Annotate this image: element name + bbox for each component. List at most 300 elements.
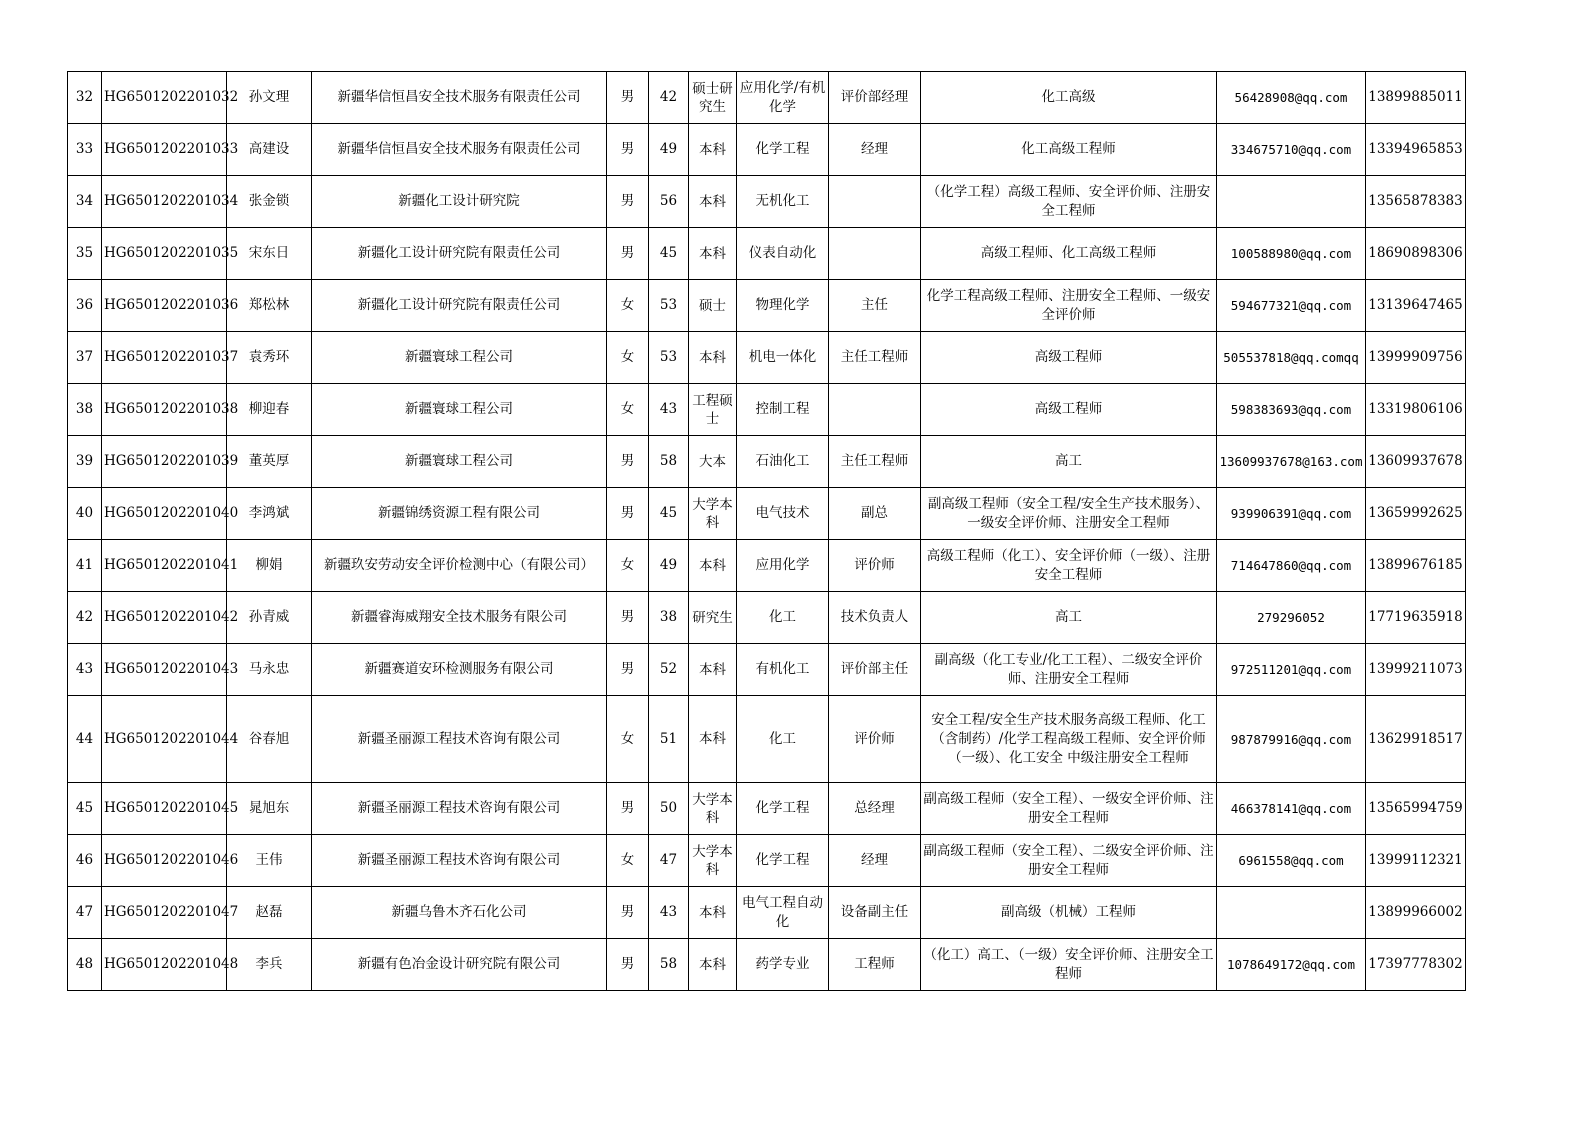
education-cell-text: 本科 xyxy=(699,557,726,574)
company-cell xyxy=(312,488,607,540)
education-cell xyxy=(689,332,737,384)
table-row xyxy=(68,72,1466,124)
phone-cell xyxy=(1366,783,1466,835)
education-cell xyxy=(689,72,737,124)
gender-cell-text: 男 xyxy=(620,141,635,157)
email-cell-text: 466378141@qq.com xyxy=(1230,801,1352,816)
position-cell xyxy=(829,384,921,436)
email-cell-text: 714647860@qq.com xyxy=(1230,558,1352,573)
id-cell xyxy=(102,176,239,228)
company-cell xyxy=(312,592,607,644)
company-cell-text: 新疆化工设计研究院有限责任公司 xyxy=(357,297,561,313)
phone-cell xyxy=(1366,332,1466,384)
name-cell-text: 张金锁 xyxy=(248,193,290,209)
table-row xyxy=(68,436,1466,488)
major-cell xyxy=(737,783,829,835)
phone-cell xyxy=(1366,280,1466,332)
table-row xyxy=(68,228,1466,280)
qualification-cell xyxy=(921,72,1217,124)
name-cell-text: 王伟 xyxy=(255,852,283,868)
company-cell-text: 新疆化工设计研究院有限责任公司 xyxy=(357,245,561,261)
gender-cell-text: 男 xyxy=(620,904,635,920)
major-cell-text: 机电一体化 xyxy=(748,349,817,365)
phone-cell xyxy=(1366,72,1466,124)
phone-cell xyxy=(1366,540,1466,592)
age-cell-text: 53 xyxy=(659,349,678,365)
row-number-cell xyxy=(68,887,102,939)
company-cell-text: 新疆华信恒昌安全技术服务有限责任公司 xyxy=(337,141,581,157)
qualification-cell-text: 副高级工程师（安全工程/安全生产技术服务）、一级安全评价师、注册安全工程师 xyxy=(927,495,1210,531)
name-cell xyxy=(227,332,312,384)
table-row xyxy=(68,176,1466,228)
major-cell xyxy=(737,124,829,176)
position-cell-text: 评价部经理 xyxy=(840,89,909,105)
position-cell xyxy=(829,332,921,384)
position-cell-text: 设备副主任 xyxy=(840,904,909,920)
qualification-cell xyxy=(921,228,1217,280)
gender-cell-text: 男 xyxy=(620,661,635,677)
gender-cell xyxy=(607,939,649,991)
age-cell-text: 56 xyxy=(659,193,678,209)
name-cell xyxy=(227,644,312,696)
phone-cell xyxy=(1366,228,1466,280)
id-cell-text: HG6501202201048 xyxy=(104,956,239,972)
position-cell xyxy=(829,696,921,783)
name-cell-text: 郑松林 xyxy=(248,297,290,313)
position-cell-text: 评价师 xyxy=(854,730,895,747)
id-cell xyxy=(102,124,239,176)
phone-cell-text: 13629918517 xyxy=(1368,730,1463,747)
name-cell-text: 宋东日 xyxy=(248,245,290,261)
age-cell xyxy=(649,644,689,696)
major-cell-text: 化学工程 xyxy=(755,141,810,157)
company-cell-text: 新疆华信恒昌安全技术服务有限责任公司 xyxy=(337,89,581,105)
phone-cell-text: 13999211073 xyxy=(1368,661,1463,677)
table-row xyxy=(68,783,1466,835)
age-cell-text: 43 xyxy=(659,904,678,920)
company-cell-text: 新疆睿海威翔安全技术服务有限公司 xyxy=(351,609,567,625)
row-number-cell-text: 35 xyxy=(75,245,94,261)
qualification-cell-text: 副高级（机械）工程师 xyxy=(1001,904,1136,920)
phone-cell xyxy=(1366,696,1466,783)
table-row xyxy=(68,332,1466,384)
gender-cell xyxy=(607,592,649,644)
id-cell-text: HG6501202201036 xyxy=(104,297,239,313)
education-cell xyxy=(689,835,737,887)
education-cell xyxy=(689,696,737,783)
table-row xyxy=(68,540,1466,592)
email-cell xyxy=(1217,939,1366,991)
education-cell xyxy=(689,783,737,835)
company-cell xyxy=(312,887,607,939)
age-cell xyxy=(649,887,689,939)
age-cell xyxy=(649,280,689,332)
position-cell xyxy=(829,228,921,280)
id-cell xyxy=(102,835,239,887)
gender-cell xyxy=(607,124,649,176)
gender-cell-text: 女 xyxy=(620,730,635,747)
age-cell-text: 42 xyxy=(659,89,678,105)
age-cell-text: 58 xyxy=(659,453,678,469)
position-cell xyxy=(829,540,921,592)
row-number-cell-text: 34 xyxy=(75,193,94,209)
phone-cell-text: 17397778302 xyxy=(1368,956,1463,972)
major-cell-text: 无机化工 xyxy=(755,193,810,209)
qualification-cell-text: （化工）高工、（一级）安全评价师、注册安全工程师 xyxy=(923,946,1214,982)
age-cell-text: 38 xyxy=(659,609,678,625)
major-cell xyxy=(737,228,829,280)
id-cell-text: HG6501202201035 xyxy=(104,245,239,261)
id-cell xyxy=(102,887,239,939)
qualification-cell xyxy=(921,939,1217,991)
company-cell xyxy=(312,124,607,176)
qualification-cell xyxy=(921,835,1217,887)
position-cell xyxy=(829,488,921,540)
company-cell xyxy=(312,835,607,887)
position-cell-text: 技术负责人 xyxy=(840,609,909,625)
company-cell xyxy=(312,644,607,696)
qualification-cell xyxy=(921,280,1217,332)
gender-cell xyxy=(607,488,649,540)
name-cell xyxy=(227,436,312,488)
gender-cell xyxy=(607,228,649,280)
company-cell-text: 新疆有色冶金设计研究院有限公司 xyxy=(357,956,561,972)
email-cell-text: 939906391@qq.com xyxy=(1230,506,1352,521)
education-cell xyxy=(689,384,737,436)
table-row xyxy=(68,280,1466,332)
name-cell-text: 袁秀环 xyxy=(248,349,290,365)
email-cell xyxy=(1217,436,1366,488)
gender-cell xyxy=(607,783,649,835)
row-number-cell xyxy=(68,540,102,592)
position-cell xyxy=(829,783,921,835)
gender-cell-text: 男 xyxy=(620,609,635,625)
qualification-cell-text: 安全工程/安全生产技术服务高级工程师、化工（含制药）/化学工程高级工程师、安全评价师（一级）、化工安全 中级注册安全工程师 xyxy=(931,711,1206,766)
position-cell-text: 主任工程师 xyxy=(840,349,909,365)
name-cell xyxy=(227,887,312,939)
table-row xyxy=(68,124,1466,176)
phone-cell-text: 13319806106 xyxy=(1368,401,1463,417)
position-cell-text: 评价师 xyxy=(854,557,895,573)
major-cell-text: 控制工程 xyxy=(755,401,810,417)
id-cell xyxy=(102,592,239,644)
education-cell-text: 大本 xyxy=(699,453,726,470)
phone-cell-text: 13565878383 xyxy=(1368,193,1463,209)
name-cell-text: 董英厚 xyxy=(248,453,290,469)
row-number-cell xyxy=(68,644,102,696)
id-cell-text: HG6501202201043 xyxy=(104,661,239,677)
table-row xyxy=(68,835,1466,887)
company-cell-text: 新疆圣丽源工程技术咨询有限公司 xyxy=(357,852,561,868)
qualification-cell xyxy=(921,332,1217,384)
phone-cell xyxy=(1366,384,1466,436)
phone-cell-text: 13899885011 xyxy=(1368,89,1463,105)
company-cell xyxy=(312,384,607,436)
age-cell xyxy=(649,176,689,228)
gender-cell xyxy=(607,280,649,332)
gender-cell-text: 女 xyxy=(620,557,635,573)
id-cell xyxy=(102,72,239,124)
id-cell-text: HG6501202201042 xyxy=(104,609,239,625)
age-cell xyxy=(649,72,689,124)
company-cell-text: 新疆寰球工程公司 xyxy=(405,453,513,469)
qualification-cell-text: 化学工程高级工程师、注册安全工程师、一级安全评价师 xyxy=(926,287,1211,323)
id-cell xyxy=(102,644,239,696)
company-cell xyxy=(312,436,607,488)
email-cell-text: 987879916@qq.com xyxy=(1230,731,1352,747)
education-cell-text: 工程硕士 xyxy=(692,392,733,427)
email-cell xyxy=(1217,592,1366,644)
id-cell-text: HG6501202201041 xyxy=(104,557,239,573)
name-cell-text: 晁旭东 xyxy=(248,800,290,816)
email-cell-text: 972511201@qq.com xyxy=(1230,662,1352,677)
age-cell-text: 50 xyxy=(659,800,678,816)
row-number-cell-text: 43 xyxy=(75,661,94,677)
qualification-cell xyxy=(921,592,1217,644)
education-cell-text: 大学本科 xyxy=(692,843,733,878)
position-cell-text: 经理 xyxy=(861,852,888,868)
name-cell xyxy=(227,783,312,835)
major-cell xyxy=(737,887,829,939)
major-cell-text: 化学工程 xyxy=(755,852,810,868)
id-cell-text: HG6501202201047 xyxy=(104,904,239,920)
education-cell xyxy=(689,124,737,176)
age-cell-text: 58 xyxy=(659,956,678,972)
major-cell-text: 化工 xyxy=(769,609,796,625)
qualification-cell-text: 高级工程师、化工高级工程师 xyxy=(980,245,1157,261)
phone-cell xyxy=(1366,939,1466,991)
phone-cell xyxy=(1366,835,1466,887)
email-cell xyxy=(1217,540,1366,592)
email-cell xyxy=(1217,228,1366,280)
age-cell xyxy=(649,592,689,644)
name-cell xyxy=(227,176,312,228)
education-cell-text: 本科 xyxy=(699,245,726,262)
major-cell xyxy=(737,835,829,887)
name-cell-text: 李兵 xyxy=(255,956,283,972)
qualification-cell-text: 化工高级 xyxy=(1041,89,1096,105)
name-cell xyxy=(227,939,312,991)
age-cell xyxy=(649,488,689,540)
id-cell xyxy=(102,228,239,280)
major-cell-text: 电气技术 xyxy=(755,505,810,521)
phone-cell xyxy=(1366,644,1466,696)
phone-cell-text: 18690898306 xyxy=(1368,245,1463,261)
education-cell-text: 本科 xyxy=(699,904,726,921)
position-cell xyxy=(829,436,921,488)
row-number-cell xyxy=(68,696,102,783)
major-cell xyxy=(737,592,829,644)
company-cell-text: 新疆寰球工程公司 xyxy=(405,401,513,417)
position-cell xyxy=(829,72,921,124)
email-cell xyxy=(1217,696,1366,783)
row-number-cell-text: 46 xyxy=(75,852,94,868)
position-cell xyxy=(829,592,921,644)
education-cell xyxy=(689,644,737,696)
gender-cell-text: 男 xyxy=(620,453,635,469)
table-row xyxy=(68,939,1466,991)
name-cell xyxy=(227,488,312,540)
education-cell xyxy=(689,939,737,991)
education-cell-text: 硕士 xyxy=(699,297,726,314)
row-number-cell-text: 40 xyxy=(75,505,94,521)
email-cell xyxy=(1217,887,1366,939)
age-cell-text: 45 xyxy=(659,245,678,261)
qualification-cell xyxy=(921,384,1217,436)
id-cell xyxy=(102,384,239,436)
table-row xyxy=(68,384,1466,436)
age-cell-text: 49 xyxy=(659,557,678,573)
age-cell-text: 51 xyxy=(659,730,678,747)
id-cell xyxy=(102,280,239,332)
row-number-cell xyxy=(68,124,102,176)
row-number-cell xyxy=(68,488,102,540)
age-cell-text: 49 xyxy=(659,141,678,157)
major-cell-text: 电气工程自动化 xyxy=(742,894,823,930)
name-cell-text: 李鸿斌 xyxy=(248,505,290,521)
position-cell xyxy=(829,835,921,887)
qualification-cell-text: 高级工程师 xyxy=(1034,349,1103,365)
gender-cell-text: 男 xyxy=(620,245,635,261)
position-cell-text: 总经理 xyxy=(854,800,895,816)
company-cell-text: 新疆圣丽源工程技术咨询有限公司 xyxy=(357,800,561,816)
gender-cell-text: 女 xyxy=(620,297,635,313)
qualification-cell xyxy=(921,887,1217,939)
row-number-cell xyxy=(68,176,102,228)
major-cell-text: 化工 xyxy=(769,730,796,747)
major-cell-text: 物理化学 xyxy=(755,297,810,313)
major-cell xyxy=(737,488,829,540)
qualification-cell xyxy=(921,436,1217,488)
age-cell xyxy=(649,696,689,783)
qualification-cell-text: 高工 xyxy=(1055,453,1082,469)
gender-cell xyxy=(607,176,649,228)
qualification-cell-text: 高级工程师（化工）、安全评价师（一级）、注册安全工程师 xyxy=(926,547,1211,583)
company-cell xyxy=(312,540,607,592)
phone-cell-text: 13565994759 xyxy=(1368,800,1463,816)
age-cell xyxy=(649,939,689,991)
gender-cell-text: 男 xyxy=(620,89,635,105)
id-cell-text: HG6501202201039 xyxy=(104,453,239,469)
major-cell-text: 应用化学/有机化学 xyxy=(739,79,826,115)
education-cell-text: 大学本科 xyxy=(692,496,733,531)
gender-cell-text: 女 xyxy=(620,401,635,417)
name-cell xyxy=(227,384,312,436)
education-cell-text: 本科 xyxy=(699,661,726,678)
education-cell-text: 本科 xyxy=(699,193,726,210)
position-cell-text: 经理 xyxy=(861,141,888,157)
personnel-table xyxy=(67,71,1466,991)
row-number-cell xyxy=(68,939,102,991)
gender-cell-text: 男 xyxy=(620,505,635,521)
email-cell xyxy=(1217,488,1366,540)
email-cell xyxy=(1217,72,1366,124)
age-cell xyxy=(649,835,689,887)
row-number-cell-text: 39 xyxy=(75,453,94,469)
position-cell-text: 主任 xyxy=(861,297,888,313)
row-number-cell-text: 37 xyxy=(75,349,94,365)
position-cell xyxy=(829,280,921,332)
qualification-cell-text: 副高级（化工专业/化工工程）、二级安全评价师、注册安全工程师 xyxy=(934,651,1203,687)
company-cell-text: 新疆玖安劳动安全评价检测中心（有限公司） xyxy=(324,557,594,573)
gender-cell xyxy=(607,644,649,696)
company-cell xyxy=(312,939,607,991)
email-cell-text: 505537818@qq.comqq xyxy=(1223,350,1359,365)
id-cell-text: HG6501202201046 xyxy=(104,852,239,868)
company-cell xyxy=(312,696,607,783)
id-cell xyxy=(102,488,239,540)
company-cell xyxy=(312,332,607,384)
age-cell xyxy=(649,436,689,488)
age-cell xyxy=(649,332,689,384)
qualification-cell xyxy=(921,540,1217,592)
major-cell-text: 仪表自动化 xyxy=(748,245,817,261)
id-cell xyxy=(102,332,239,384)
row-number-cell-text: 33 xyxy=(75,141,94,157)
qualification-cell xyxy=(921,696,1217,783)
name-cell xyxy=(227,696,312,783)
education-cell-text: 研究生 xyxy=(692,609,733,626)
email-cell-text: 13609937678@163.com xyxy=(1219,454,1363,469)
email-cell-text: 279296052 xyxy=(1257,610,1325,625)
phone-cell-text: 13659992625 xyxy=(1368,505,1463,521)
gender-cell xyxy=(607,540,649,592)
phone-cell xyxy=(1366,592,1466,644)
major-cell-text: 有机化工 xyxy=(755,661,810,677)
major-cell xyxy=(737,280,829,332)
email-cell-text: 334675710@qq.com xyxy=(1230,142,1352,157)
position-cell xyxy=(829,939,921,991)
id-cell xyxy=(102,783,239,835)
phone-cell-text: 13999112321 xyxy=(1368,852,1463,868)
table-row xyxy=(68,887,1466,939)
id-cell-text: HG6501202201045 xyxy=(104,800,239,816)
qualification-cell xyxy=(921,644,1217,696)
name-cell-text: 孙青威 xyxy=(248,609,290,625)
name-cell xyxy=(227,124,312,176)
name-cell-text: 赵磊 xyxy=(255,904,283,920)
position-cell-text: 主任工程师 xyxy=(840,453,909,469)
company-cell xyxy=(312,783,607,835)
phone-cell-text: 13899966002 xyxy=(1368,904,1463,920)
id-cell xyxy=(102,540,239,592)
qualification-cell-text: 副高级工程师（安全工程）、二级安全评价师、注册安全工程师 xyxy=(923,842,1214,878)
id-cell-text: HG6501202201037 xyxy=(104,349,239,365)
age-cell-text: 43 xyxy=(659,401,678,417)
education-cell-text: 本科 xyxy=(699,141,726,158)
qualification-cell xyxy=(921,124,1217,176)
row-number-cell xyxy=(68,332,102,384)
major-cell-text: 药学专业 xyxy=(755,956,810,972)
education-cell xyxy=(689,228,737,280)
email-cell-text: 598383693@qq.com xyxy=(1230,402,1352,417)
position-cell xyxy=(829,176,921,228)
company-cell-text: 新疆寰球工程公司 xyxy=(405,349,513,365)
row-number-cell xyxy=(68,280,102,332)
gender-cell-text: 女 xyxy=(620,349,635,365)
name-cell-text: 孙文理 xyxy=(248,89,290,105)
position-cell xyxy=(829,887,921,939)
phone-cell xyxy=(1366,887,1466,939)
row-number-cell-text: 36 xyxy=(75,297,94,313)
gender-cell xyxy=(607,384,649,436)
major-cell-text: 化学工程 xyxy=(755,800,810,816)
name-cell-text: 高建设 xyxy=(248,141,290,157)
row-number-cell xyxy=(68,384,102,436)
table-row xyxy=(68,644,1466,696)
id-cell xyxy=(102,939,239,991)
email-cell-text: 1078649172@qq.com xyxy=(1227,957,1355,972)
